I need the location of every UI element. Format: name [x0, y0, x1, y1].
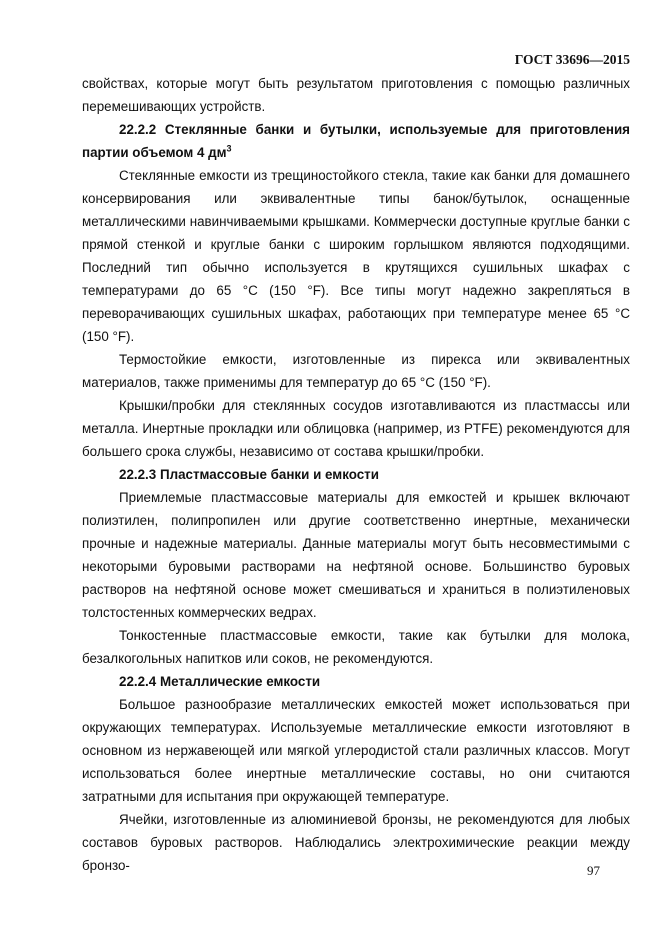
paragraph: Термостойкие емкости, изготовленные из пирекса или эквивалентных материалов, также применимы для температур до 65 °С (150 °F).	[82, 352, 630, 390]
section-heading-22-2-4: 22.2.4 Металлические емкости	[119, 674, 321, 689]
section-heading-22-2-2	[82, 118, 630, 164]
paragraph: Приемлемые пластмассовые материалы для емкостей и крышек включают полиэтилен, полипропилен или другие соответственно инертные, механически прочные и надежные материалы. Данные материалы могут быть несовместимыми с некоторыми буровыми растворами на нефтяной основе. Большинство буровых растворов на нефтяной основе может смешиваться и храниться в полиэтиленовых толстостенных коммерческих ведрах.	[82, 490, 630, 620]
paragraph: Стеклянные емкости из трещиностойкого стекла, такие как банки для домашнего консервирования или эквивалентные типы банок/бутылок, оснащенные металлическими навинчиваемыми крышками. Коммерчески доступные круглые банки с прямой стенкой и круглые банки с широким горлышком являются подходящими. Последний тип обычно используется в крутящихся сушильных шкафах с температурами до 65 °С (150 °F). Все типы могут надежно закрепляться в переворачивающих сушильных шкафах, работающих при температуре менее 65 °С (150 °F).	[82, 168, 630, 344]
standard-number: ГОСТ 33696—2015	[514, 52, 630, 67]
paragraph: Большое разнообразие металлических емкостей может использоваться при окружающих температурах. Используемые металлические емкости изготовляют в основном из нержавеющей или мягкой углеродистой стали различных классов. Могут использоваться более инертные металлические составы, но они считаются затратными для испытания при окружающей температуре.	[82, 697, 630, 804]
section-heading-22-2-3: 22.2.3 Пластмассовые банки и емкости	[119, 467, 379, 482]
paragraph: Тонкостенные пластмассовые емкости, такие как бутылки для молока, безалкогольных напитков или соков, не рекомендуются.	[82, 628, 630, 666]
superscript: 3	[226, 143, 232, 154]
paragraph: Ячейки, изготовленные из алюминиевой бронзы, не рекомендуются для любых составов буровых растворов. Наблюдались электрохимические реакции между бронзо-	[82, 812, 630, 873]
page-number: 97	[587, 863, 600, 878]
paragraph: Крышки/пробки для стеклянных сосудов изготавливаются из пластмассы или металла. Инертные прокладки или облицовка (например, из PTFE) рекомендуются для большего срока службы, независимо от состава крышки/пробки.	[82, 398, 630, 459]
continuation-text: свойствах, которые могут быть результатом приготовления с помощью различных перемешивающих устройств.	[82, 76, 630, 114]
heading-text: 22.2.2 Стеклянные банки и бутылки, используемые для приготовления партии объемом 4 дм	[82, 122, 630, 160]
document-body	[82, 72, 630, 877]
